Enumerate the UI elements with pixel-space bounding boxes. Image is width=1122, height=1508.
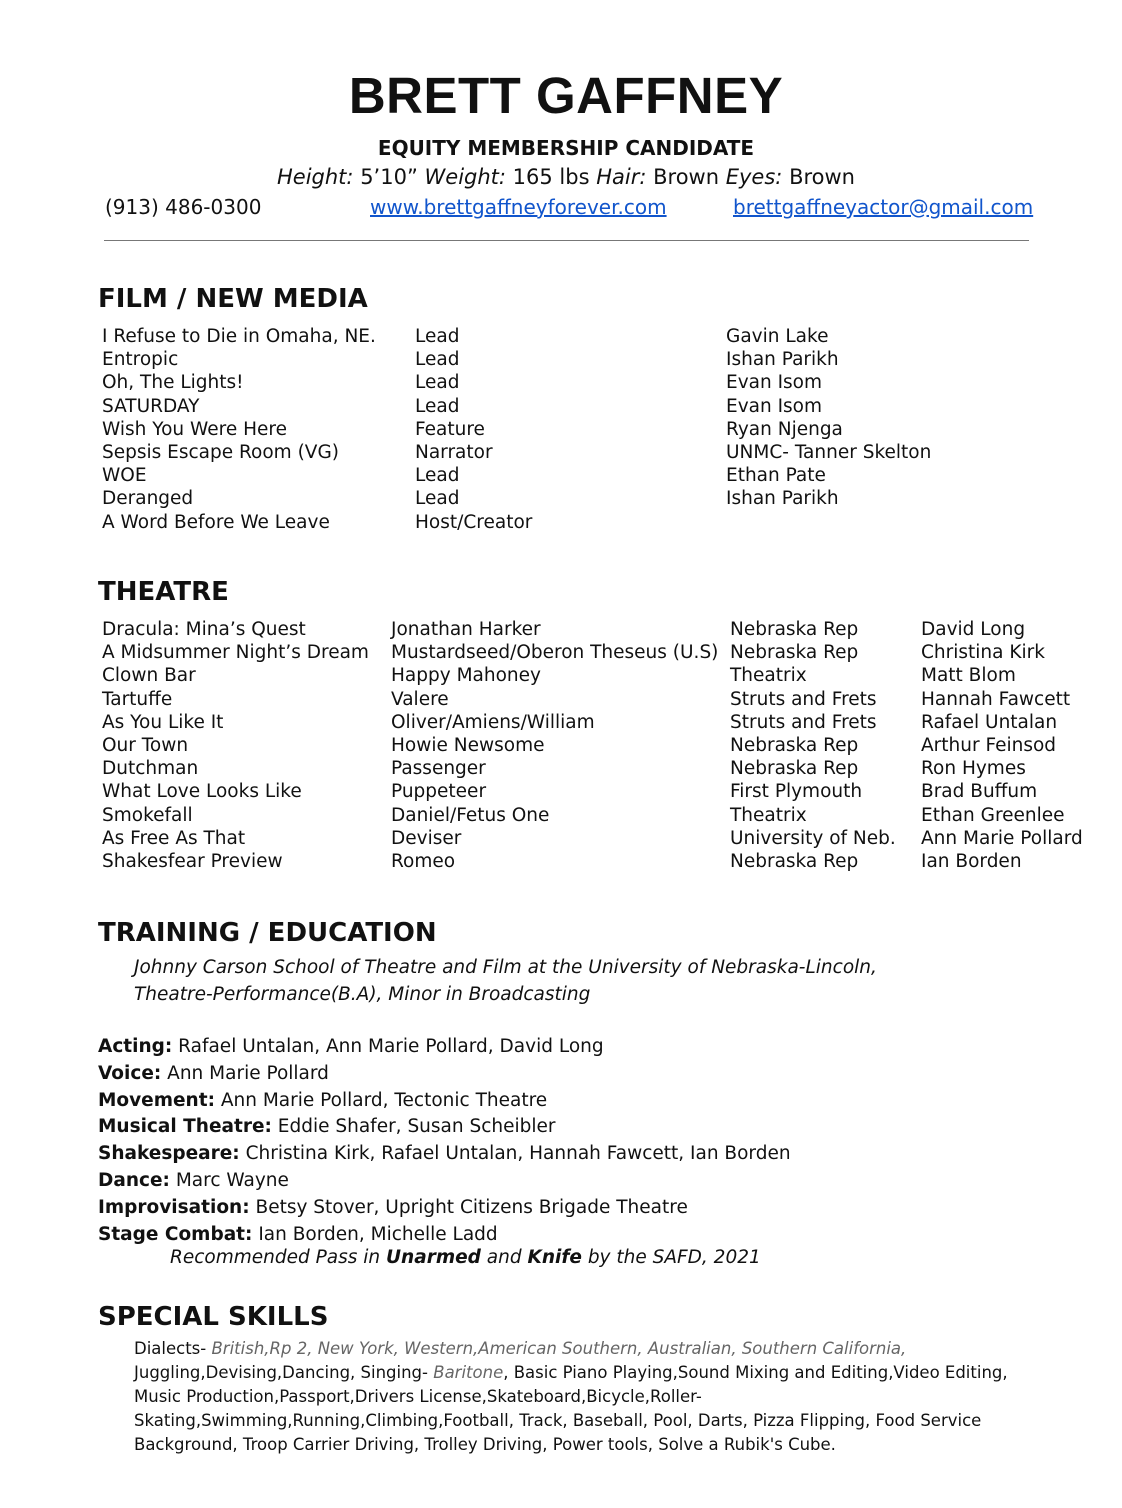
- theatre-role: Romeo: [391, 851, 456, 872]
- training-value: Rafael Untalan, Ann Marie Pollard, David Long: [178, 1036, 604, 1057]
- table-row: [0, 371, 1122, 394]
- film-title: Sepsis Escape Room (VG): [102, 442, 339, 463]
- physical-stats: [0, 165, 1122, 189]
- safd-text: and: [480, 1247, 528, 1268]
- theatre-show: Dracula: Mina’s Quest: [102, 619, 306, 640]
- film-title: A Word Before We Leave: [102, 511, 330, 533]
- training-label: Dance:: [98, 1169, 170, 1191]
- theatre-director: Christina Kirk: [921, 642, 1045, 664]
- table-row: [0, 711, 1122, 734]
- theatre-role: Passenger: [391, 758, 486, 780]
- film-role: Lead: [415, 326, 460, 347]
- training-value: Ann Marie Pollard: [167, 1062, 329, 1084]
- table-row: [0, 511, 1122, 534]
- training-label: Acting:: [98, 1036, 173, 1057]
- theatre-role: Oliver/Amiens/William: [391, 711, 595, 733]
- film-title: WOE: [102, 465, 147, 487]
- theatre-show: Tartuffe: [102, 688, 173, 710]
- education-school: [134, 954, 877, 1008]
- film-title: Oh, The Lights!: [102, 372, 244, 394]
- safd-text: Recommended Pass in: [170, 1247, 387, 1268]
- dialects-label: Dialects-: [134, 1339, 207, 1358]
- film-director: Gavin Lake: [726, 326, 829, 347]
- film-director: Ishan Parikh: [726, 488, 839, 510]
- training-label: Stage Combat:: [98, 1223, 253, 1245]
- safd-unarmed: Unarmed: [386, 1247, 481, 1268]
- training-label: Shakespeare:: [98, 1143, 240, 1165]
- film-role: Lead: [415, 395, 460, 417]
- film-director: Ishan Parikh: [726, 349, 839, 371]
- theatre-company: Nebraska Rep: [730, 851, 859, 872]
- theatre-role: Mustardseed/Oberon Theseus (U.S): [391, 642, 719, 664]
- training-label: Voice:: [98, 1062, 162, 1084]
- theatre-show: Clown Bar: [102, 665, 196, 687]
- list-item: [98, 1168, 791, 1195]
- theatre-show: Smokefall: [102, 804, 193, 826]
- training-label: Movement:: [98, 1089, 215, 1111]
- theatre-show: As You Like It: [102, 711, 224, 733]
- table-row: [0, 464, 1122, 487]
- film-director: Evan Isom: [726, 372, 823, 394]
- training-value: Marc Wayne: [175, 1169, 289, 1191]
- theatre-section-title: THEATRE: [98, 577, 229, 607]
- table-row: [0, 734, 1122, 757]
- theatre-director: Brad Buffum: [921, 781, 1038, 803]
- table-row: [0, 325, 1122, 348]
- theatre-company: First Plymouth: [730, 781, 863, 803]
- theatre-show: As Free As That: [102, 827, 246, 849]
- theatre-company: Struts and Frets: [730, 688, 877, 710]
- email-link[interactable]: brettgaffneyactor@gmail.com: [733, 195, 1034, 219]
- film-director: Ethan Pate: [726, 465, 826, 487]
- hair-label: Hair:: [596, 165, 647, 189]
- table-row: [0, 664, 1122, 687]
- theatre-company: Nebraska Rep: [730, 642, 859, 664]
- safd-text: by the SAFD, 2021: [581, 1247, 761, 1268]
- film-director: UNMC- Tanner Skelton: [726, 442, 932, 463]
- list-item: [98, 1061, 791, 1088]
- film-title: Deranged: [102, 488, 194, 510]
- website-link[interactable]: www.brettgaffneyforever.com: [370, 195, 667, 219]
- skills-start: Juggling,Devising,Dancing, Singing-: [134, 1363, 428, 1382]
- theatre-show: What Love Looks Like: [102, 781, 302, 803]
- training-value: Christina Kirk, Rafael Untalan, Hannah Fawcett, Ian Borden: [245, 1143, 791, 1165]
- theatre-director: Rafael Untalan: [921, 711, 1058, 733]
- theatre-role: Daniel/Fetus One: [391, 804, 550, 826]
- safd-knife: Knife: [527, 1247, 582, 1268]
- table-row: [0, 850, 1122, 873]
- skills-section-title: SPECIAL SKILLS: [98, 1302, 329, 1332]
- weight-label: Weight:: [424, 165, 506, 189]
- table-row: [0, 804, 1122, 827]
- theatre-director: Ann Marie Pollard: [921, 827, 1083, 849]
- film-director: Evan Isom: [726, 395, 823, 417]
- theatre-company: Theatrix: [730, 665, 807, 687]
- resume-name: BRETT GAFFNEY: [348, 67, 784, 124]
- theatre-director: Arthur Feinsod: [921, 735, 1057, 756]
- eyes-label: Eyes:: [725, 165, 783, 189]
- theatre-director: David Long: [921, 619, 1026, 640]
- height-value: 5’10”: [360, 165, 418, 189]
- table-row: [0, 641, 1122, 664]
- training-label: Musical Theatre:: [98, 1116, 272, 1138]
- safd-note: [170, 1247, 761, 1268]
- film-title: Wish You Were Here: [102, 418, 287, 440]
- theatre-role: Deviser: [391, 827, 462, 849]
- training-value: Eddie Shafer, Susan Scheibler: [277, 1116, 556, 1138]
- table-row: [0, 441, 1122, 464]
- theatre-director: Ethan Greenlee: [921, 804, 1065, 826]
- film-section-title: FILM / NEW MEDIA: [98, 284, 368, 314]
- theatre-show: Our Town: [102, 735, 189, 756]
- weight-value: 165 lbs: [512, 165, 590, 189]
- training-value: Ann Marie Pollard, Tectonic Theatre: [220, 1089, 548, 1111]
- table-row: [0, 780, 1122, 803]
- table-row: [0, 395, 1122, 418]
- film-role: Feature: [415, 418, 485, 440]
- theatre-company: Struts and Frets: [730, 711, 877, 733]
- film-role: Narrator: [415, 442, 493, 463]
- skills-text: [134, 1337, 1054, 1457]
- theatre-company: Nebraska Rep: [730, 735, 859, 756]
- table-row: [0, 618, 1122, 641]
- list-item: [98, 1141, 791, 1168]
- film-title: SATURDAY: [102, 395, 200, 417]
- theatre-role: Howie Newsome: [391, 735, 545, 756]
- header-divider: [104, 240, 1029, 241]
- school-line-1: Johnny Carson School of Theatre and Film at the University of Nebraska-Lincoln,: [134, 957, 877, 978]
- skills-list: [134, 1361, 1054, 1457]
- theatre-company: University of Neb.: [730, 827, 896, 849]
- theatre-director: Ian Borden: [921, 851, 1022, 872]
- training-section-title: TRAINING / EDUCATION: [98, 918, 437, 948]
- height-label: Height:: [277, 165, 354, 189]
- table-row: [0, 487, 1122, 510]
- film-role: Lead: [415, 349, 460, 371]
- list-item: [98, 1195, 791, 1222]
- film-role: Lead: [415, 465, 460, 487]
- singing-voice: Baritone: [428, 1363, 504, 1382]
- dialects-line: [134, 1337, 1054, 1361]
- theatre-director: Hannah Fawcett: [921, 688, 1071, 710]
- table-row: [0, 348, 1122, 371]
- training-value: Betsy Stover, Upright Citizens Brigade Theatre: [255, 1196, 688, 1218]
- list-item: [98, 1034, 791, 1061]
- dialects-list: British,Rp 2, New York, Western,American Southern, Australian, Southern California,: [206, 1339, 907, 1358]
- eyes-value: Brown: [789, 165, 855, 189]
- theatre-company: Nebraska Rep: [730, 619, 859, 640]
- training-label: Improvisation:: [98, 1196, 250, 1218]
- film-role: Lead: [415, 372, 460, 394]
- resume-subtitle: EQUITY MEMBERSHIP CANDIDATE: [377, 136, 755, 160]
- list-item: [98, 1088, 791, 1115]
- phone-number: (913) 486-0300: [105, 195, 262, 219]
- list-item: [98, 1114, 791, 1141]
- theatre-role: Puppeteer: [391, 781, 487, 803]
- film-title: Entropic: [102, 349, 179, 371]
- theatre-role: Jonathan Harker: [391, 619, 541, 640]
- film-role: Host/Creator: [415, 511, 533, 533]
- theatre-director: Ron Hymes: [921, 758, 1026, 780]
- skills-rest: , Basic Piano Playing,Sound Mixing and Editing,Video Editing, Music Production,Passport,Drivers License,Skateboard,Bicycle,Roller-Skating,Swimming,Running,Climbing,Football, Track, Baseball, Pool, Darts, Pizza Flipping, Food Service Background, Troop Carrier Driving, Trolley Driving, Power tools, Solve a Rubik's Cube.: [134, 1363, 1008, 1454]
- school-line-2: Theatre-Performance(B.A), Minor in Broadcasting: [134, 984, 591, 1005]
- table-row: [0, 418, 1122, 441]
- film-director: Ryan Njenga: [726, 418, 843, 440]
- table-row: [0, 757, 1122, 780]
- training-list: [98, 1034, 791, 1248]
- theatre-director: Matt Blom: [921, 665, 1016, 687]
- theatre-show: Dutchman: [102, 758, 199, 780]
- theatre-company: Theatrix: [730, 804, 807, 826]
- table-row: [0, 827, 1122, 850]
- hair-value: Brown: [653, 165, 720, 189]
- film-role: Lead: [415, 488, 460, 510]
- theatre-show: A Midsummer Night’s Dream: [102, 642, 369, 664]
- table-row: [0, 688, 1122, 711]
- film-title: I Refuse to Die in Omaha, NE.: [102, 326, 376, 347]
- theatre-role: Happy Mahoney: [391, 665, 541, 687]
- theatre-role: Valere: [391, 688, 449, 710]
- theatre-show: Shakesfear Preview: [102, 851, 283, 872]
- training-value: Ian Borden, Michelle Ladd: [258, 1223, 498, 1245]
- list-item: [98, 1222, 791, 1249]
- theatre-company: Nebraska Rep: [730, 758, 859, 780]
